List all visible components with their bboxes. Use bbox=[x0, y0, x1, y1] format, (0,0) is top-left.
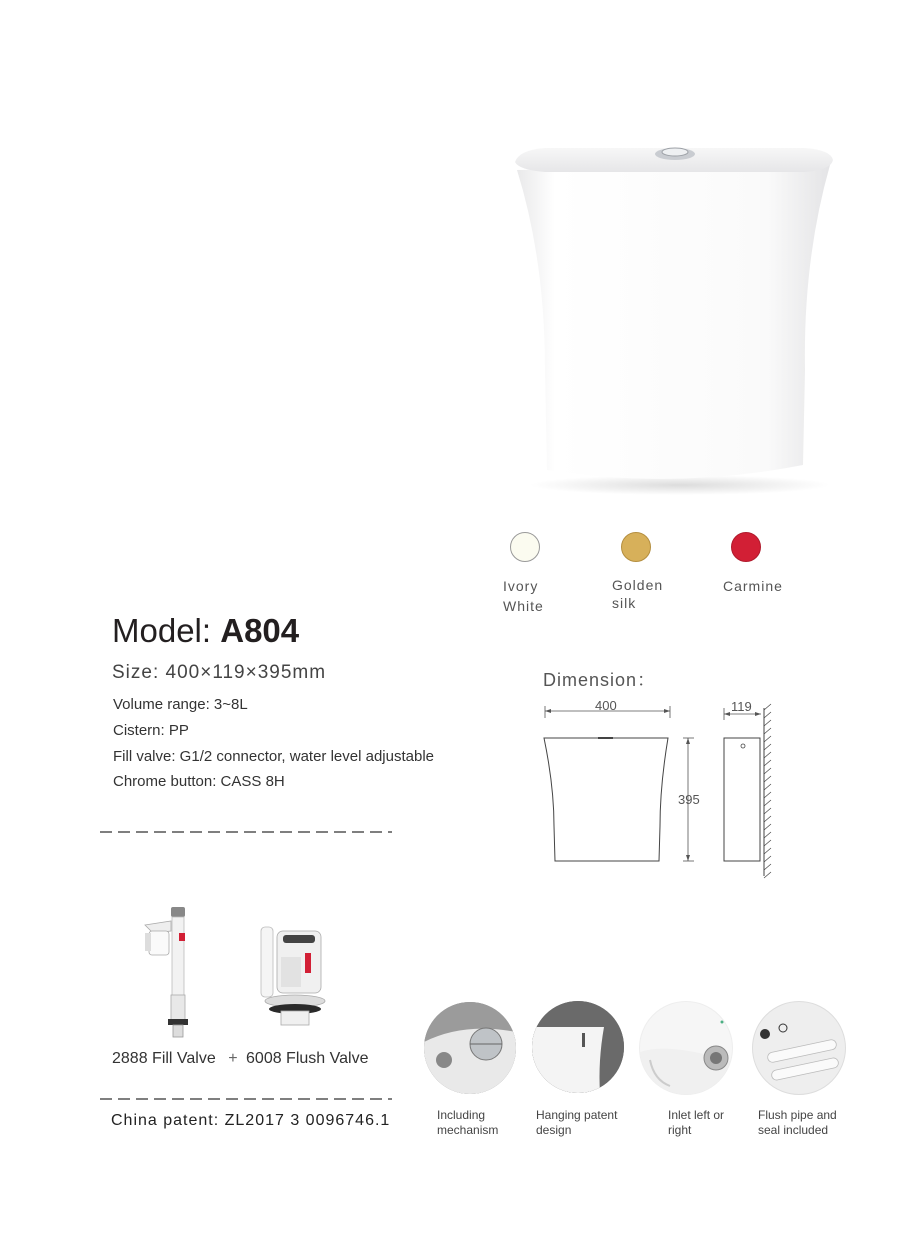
feature-inlet-label: Inlet left or right bbox=[668, 1108, 725, 1137]
model-title bbox=[112, 612, 299, 650]
patent-text: China patent: ZL2017 3 0096746.1 bbox=[111, 1112, 391, 1129]
spec-chrome-button: Chrome button: CASS 8H bbox=[113, 773, 285, 790]
fill-valve-image bbox=[135, 903, 195, 1043]
carmine-swatch[interactable] bbox=[731, 532, 761, 562]
fill-valve-label: 2888 Fill Valve bbox=[112, 1050, 216, 1067]
model-code: A804 bbox=[220, 612, 300, 649]
cistern-product-image bbox=[505, 140, 845, 500]
spec-volume: Volume range: 3~8L bbox=[113, 696, 248, 713]
inlet-thumbnail bbox=[639, 1001, 733, 1095]
flush-valve-label: 6008 Flush Valve bbox=[246, 1050, 369, 1067]
ivory-white-label: Ivory White bbox=[503, 578, 544, 614]
ivory-white-swatch[interactable] bbox=[510, 532, 540, 562]
feature-flush-pipe-label: Flush pipe and seal included bbox=[758, 1108, 837, 1137]
feature-hanging-label: Hanging patent design bbox=[536, 1108, 618, 1137]
divider-line bbox=[100, 830, 392, 834]
model-prefix: Model: bbox=[112, 612, 212, 649]
dimension-drawing bbox=[538, 696, 778, 881]
golden-silk-label: Golden silk bbox=[612, 577, 664, 611]
golden-silk-swatch[interactable] bbox=[621, 532, 651, 562]
dimension-title: Dimension： bbox=[543, 670, 657, 690]
dimension-width-value: 400 bbox=[595, 698, 617, 713]
dimension-depth-value: 119 bbox=[731, 699, 752, 714]
flush-valve-image bbox=[255, 923, 330, 1033]
carmine-label: Carmine bbox=[723, 578, 783, 594]
mechanism-thumbnail bbox=[424, 1002, 516, 1094]
valves-label bbox=[112, 1050, 368, 1068]
dimension-height-value: 395 bbox=[678, 792, 700, 807]
size-text: Size: 400×119×395mm bbox=[112, 662, 327, 683]
feature-mechanism-label: Including mechanism bbox=[437, 1108, 499, 1137]
plus-sign: + bbox=[228, 1050, 238, 1067]
spec-fill-valve: Fill valve: G1/2 connector, water level adjustable bbox=[113, 748, 434, 765]
divider-line bbox=[100, 1097, 392, 1101]
flush-pipe-thumbnail bbox=[752, 1001, 846, 1095]
hanging-design-thumbnail bbox=[532, 1001, 624, 1093]
spec-cistern: Cistern: PP bbox=[113, 722, 189, 739]
